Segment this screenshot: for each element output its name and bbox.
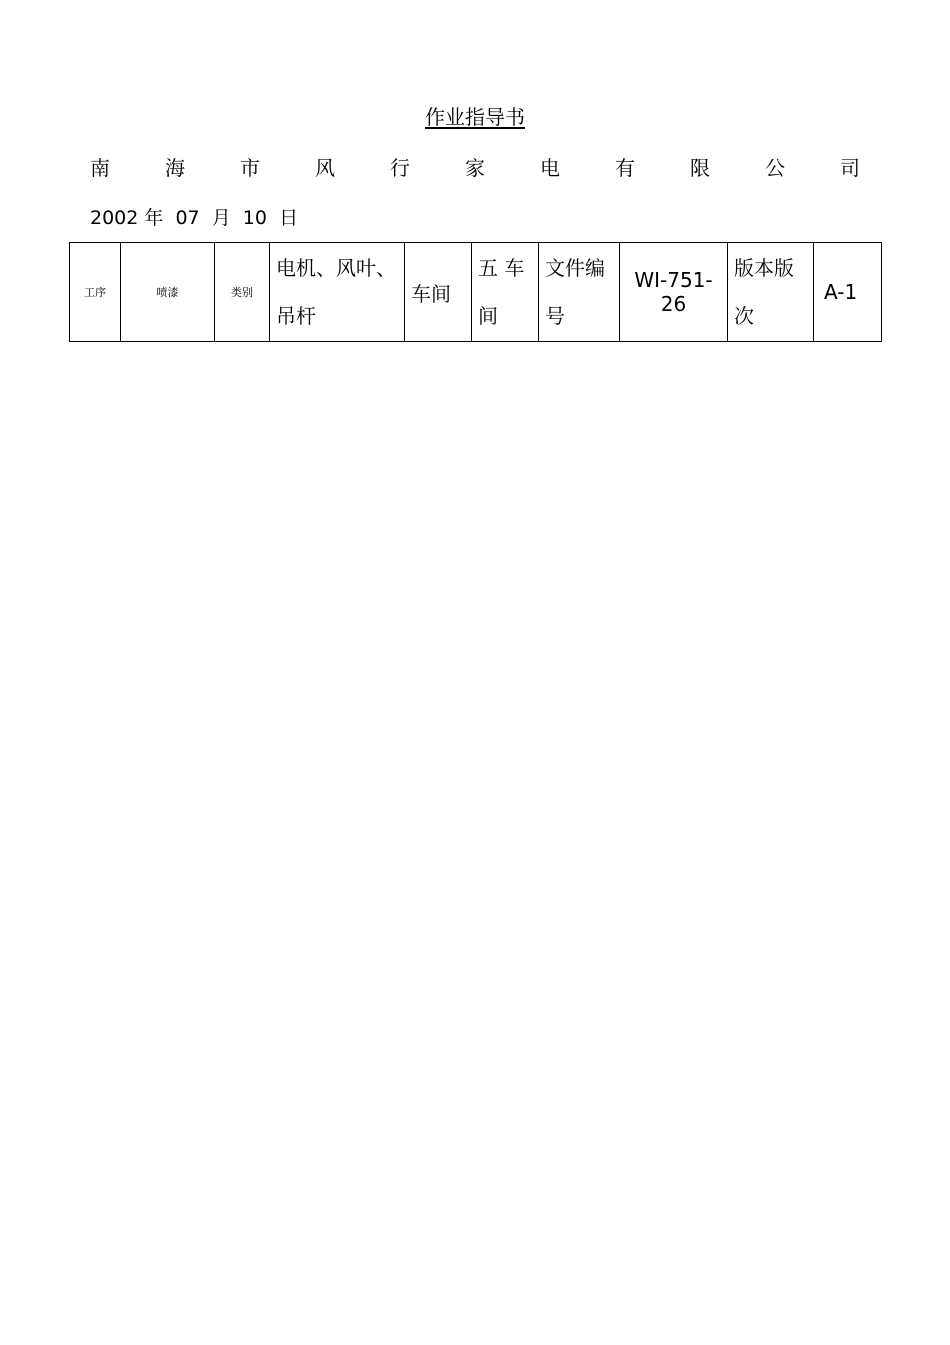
company-char: 有 [615, 156, 635, 180]
process-label: 工序 [84, 286, 106, 299]
company-char: 行 [390, 156, 410, 180]
workshop-label: 车间 [411, 281, 451, 306]
company-char: 限 [690, 156, 710, 180]
company-char: 电 [540, 156, 560, 180]
workshop-value-line1: 五 车 [478, 256, 525, 280]
version-label-line2: 次 [734, 304, 754, 328]
category-value-cell [270, 243, 405, 342]
document-title [0, 103, 950, 131]
document-title-text: 作业指导书 [425, 105, 525, 129]
table-row [70, 243, 882, 342]
company-char: 风 [315, 156, 335, 180]
category-label: 类别 [231, 286, 253, 299]
version-label-cell [728, 243, 814, 342]
docno-label-line1: 文件编 [545, 256, 605, 280]
category-value-line1: 电机、风叶、 [276, 256, 396, 280]
workshop-value-cell [472, 243, 539, 342]
version-label-line1: 版本版 [734, 256, 794, 280]
docno-label-line2: 号 [545, 304, 565, 328]
process-label-cell [70, 243, 121, 342]
version-value-cell [814, 243, 882, 342]
category-value-line2: 吊杆 [276, 304, 316, 328]
process-value-cell [121, 243, 215, 342]
info-table [69, 242, 882, 342]
company-char: 公 [765, 156, 785, 180]
company-char: 市 [240, 156, 260, 180]
docno-value-cell [620, 243, 728, 342]
document-date: 2002 年 07 月 10 日 [90, 207, 299, 229]
category-label-cell [215, 243, 270, 342]
company-char: 海 [165, 156, 185, 180]
company-name [90, 153, 860, 183]
company-char: 家 [465, 156, 485, 180]
process-value: 喷漆 [156, 286, 179, 299]
version-value: A-1 [824, 280, 858, 304]
workshop-label-cell [405, 243, 472, 342]
docno-value: WI-751-26 [634, 268, 713, 316]
docno-label-cell [539, 243, 620, 342]
company-char: 南 [90, 156, 110, 180]
company-char: 司 [840, 156, 860, 180]
workshop-value-line2: 间 [478, 304, 498, 328]
